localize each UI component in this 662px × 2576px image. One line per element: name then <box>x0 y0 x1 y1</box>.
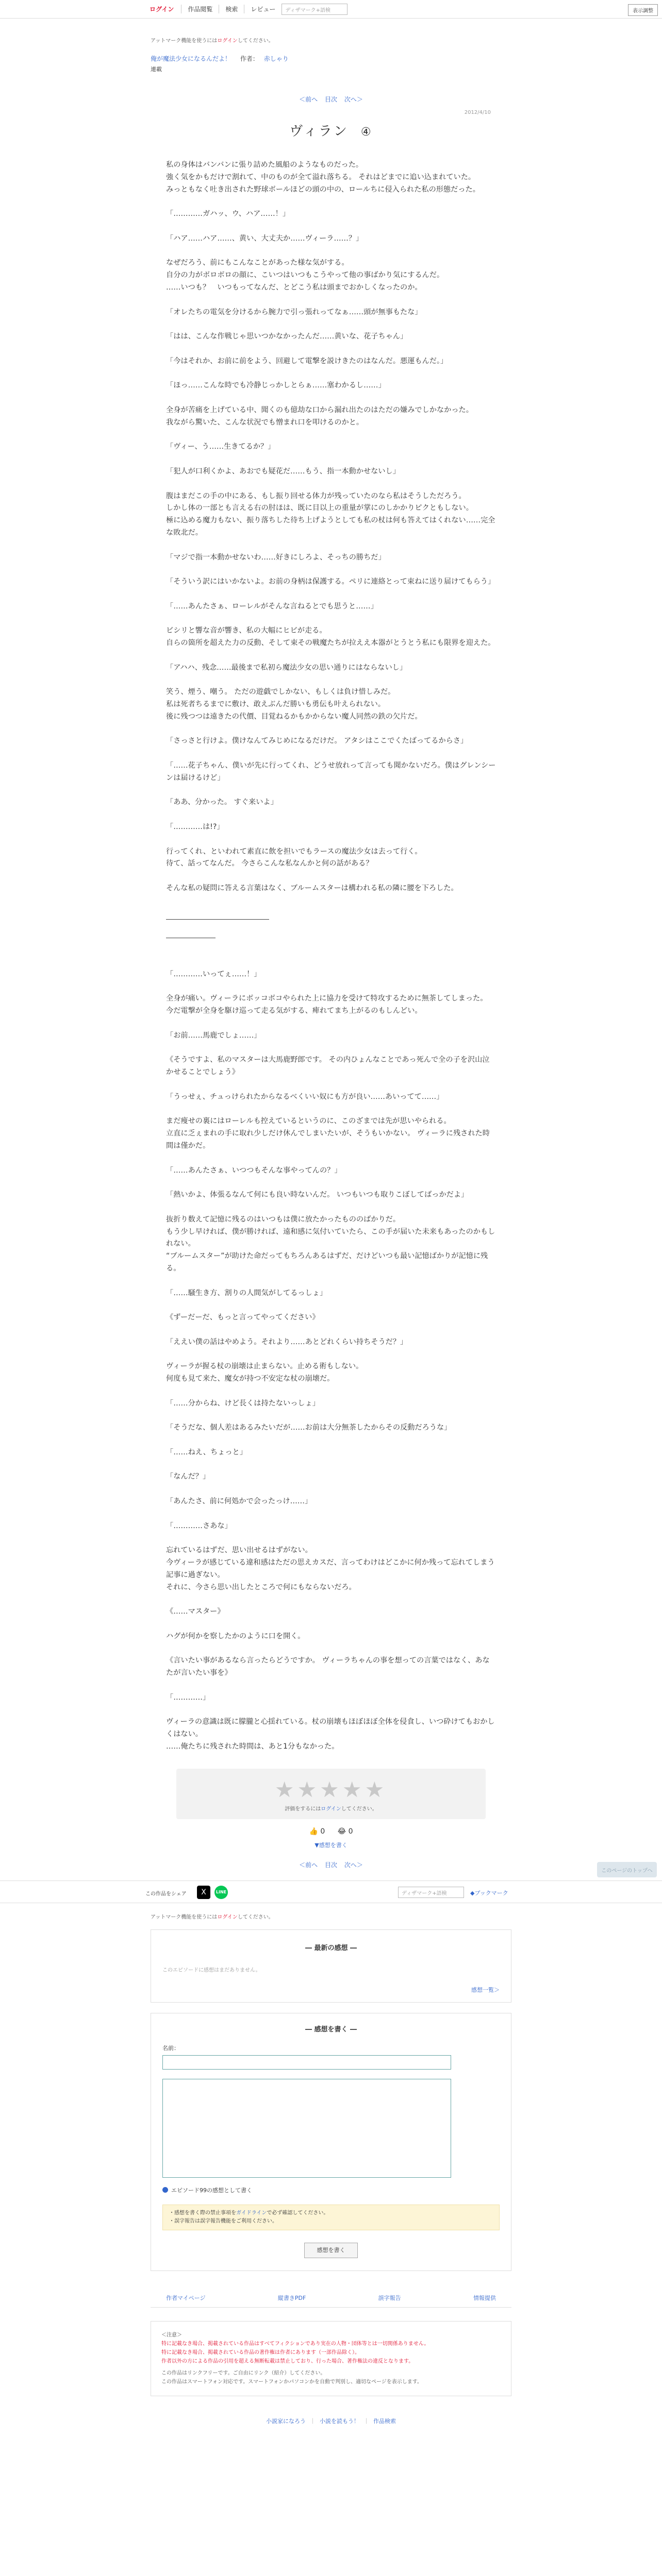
write-impression-form <box>151 2013 511 2271</box>
scene-divider <box>166 919 496 925</box>
body-paragraph: 《……マスター》 <box>166 1607 225 1616</box>
caution-reprint: 作者以外の方による作品の引用を超える無断転載は禁止しており、行った場合、著作権法の違反となります。 <box>161 2358 414 2364</box>
body-paragraph: しかし体の一部とも言える右の肘ほは、既に目以上の重量が掌にのしかかりピクともしない。 <box>166 504 473 513</box>
footer-links <box>151 2282 511 2308</box>
body-paragraph <box>166 674 496 686</box>
body-paragraph <box>166 294 496 307</box>
rating-note <box>176 1804 486 1812</box>
laugh-reaction[interactable]: 😂 0 <box>337 1827 353 1836</box>
body-paragraph: 今だ電撃が全身を駆け巡って走る気がする、痺れてまち上がるのもしんどい。 <box>166 1007 422 1015</box>
body-paragraph <box>166 785 496 797</box>
body-paragraph: 「ハア……ハア……、黄い、大丈夫か……ヴィーラ……？」 <box>166 234 363 243</box>
body-paragraph: 何度も見て来た、魔女が持つ不安定な杖の崩壊だ。 <box>166 1375 335 1383</box>
body-paragraph <box>166 1410 496 1422</box>
footer-link[interactable]: 作者マイページ <box>166 2294 206 2301</box>
caution-box <box>151 2321 511 2396</box>
pager-bottom <box>151 1860 511 1869</box>
body-paragraph <box>166 453 496 466</box>
body-paragraph <box>166 925 496 938</box>
episode-title-text: ヴィラン <box>289 124 349 139</box>
latest-impressions-empty: このエピソードに感想はまだありません。 <box>162 1967 261 1973</box>
body-paragraph: なぜだろう、前にもこんなことがあった様な気がする。 <box>166 259 349 267</box>
body-paragraph: 「…………」 <box>166 1693 210 1702</box>
body-paragraph: 「ほっ……こんな時でも冷静じっかしとらぁ……塞わかるし……」 <box>166 381 386 390</box>
body-paragraph <box>166 956 496 969</box>
series-info <box>151 54 511 63</box>
body-paragraph: まだ痩せの裏にはローレルも控えているというのに、このざまでは先が思いやられる。 <box>166 1117 451 1126</box>
body-paragraph <box>166 1104 496 1116</box>
body-paragraph: 「…………は!?」 <box>166 823 224 832</box>
latest-impressions <box>151 1929 511 2003</box>
series-title[interactable]: 俺が魔法少女になるんだよ！ <box>151 55 231 62</box>
body-paragraph <box>166 1643 496 1655</box>
body-paragraph: 「熱いかよ、体張るなんて何にも良い時ないんだ。 いつもいつも取りこぼしてばっかだよ」 <box>166 1191 469 1199</box>
impressions-panel <box>151 1929 511 2271</box>
star-rating[interactable]: ★★★★★ <box>274 1776 388 1802</box>
next-link-bottom[interactable]: 次へ＞ <box>344 1861 363 1869</box>
body-paragraph: 「ヴィー、う……生きてるか？」 <box>166 443 275 451</box>
body-paragraph <box>166 1079 496 1091</box>
body-paragraph: 「ああ、分かった。 すぐ来いよ」 <box>166 798 278 807</box>
body-paragraph <box>166 1349 496 1361</box>
bottom-link[interactable]: 小説家になろう <box>266 2417 306 2425</box>
separator: ｜ <box>310 2417 316 2425</box>
lower-container <box>151 1912 511 2425</box>
x-share-icon[interactable]: X <box>197 1886 210 1899</box>
body-paragraph <box>166 343 496 355</box>
notice-text: アットマーク機能を使うには <box>151 38 218 44</box>
body-paragraph: ヴィーラが握る杖の崩壊は止まらない。止める術もしない。 <box>166 1362 363 1371</box>
login-notice <box>151 36 511 44</box>
divider-line <box>166 919 269 920</box>
body-paragraph <box>166 650 496 662</box>
toc-link-bottom[interactable]: 目次 <box>324 1861 337 1869</box>
body-paragraph: 忘れているはずだ、思い出せるはずがない。 <box>166 1546 312 1555</box>
body-paragraph: ハグが何かを察したかのように口を開く。 <box>166 1632 305 1640</box>
scene-divider-short <box>166 938 496 944</box>
caution-copyright: 特に記載なき場合、掲載されている作品の著作権は作者にあります（一部作品除く）。 <box>161 2349 360 2355</box>
body-paragraph <box>166 429 496 442</box>
notice2-text: アットマーク機能を使うには <box>151 1914 218 1920</box>
notice-login-link[interactable]: ログイン <box>217 38 238 44</box>
name-field[interactable] <box>162 2055 451 2070</box>
body-paragraph: 「……あんたさぁ、いつつもそんな事やってんの？」 <box>166 1166 342 1175</box>
body-paragraph: 強く気をかもだけで割れて、中のものが全て溢れ落ちる。 それはどまでに追い込まれていた。 <box>166 173 476 181</box>
body-paragraph: 「アハハ、残念……最後まで私初ら魔法少女の思い通りにはならないし」 <box>166 663 407 672</box>
rating-login-link[interactable]: ログイン <box>321 1806 341 1812</box>
body-paragraph <box>166 1434 496 1447</box>
body-paragraph <box>166 1018 496 1030</box>
author-label: 作者： <box>240 55 259 62</box>
write-impression-link[interactable]: ▼感想を書く <box>315 1841 347 1849</box>
body-paragraph <box>166 564 496 576</box>
body-paragraph: ビシリと響な音が響き、私の大幅にヒビが走る。 <box>166 626 327 635</box>
body-paragraph: 「ええい僕の話はやめよう。それより……あとどれくらい持ちそうだ？」 <box>166 1337 408 1346</box>
body-paragraph: 抜折り数えて記憶に残るのはいつもは僕に放たかったもののばかりだ。 <box>166 1215 401 1224</box>
episode-title <box>151 121 511 140</box>
body-paragraph: もう少し早ければ、僕が勝ければ、遠和感に気付いていたら、この手が届いた未来もあったのかもしれない。 <box>166 1227 495 1248</box>
body-paragraph: 《ずーだーだ、もっと言ってやってください》 <box>166 1313 320 1322</box>
body-paragraph <box>166 1532 496 1545</box>
body-paragraph: 「犯人が口利くかよ、あおでも疑花だ……もう、指一本動かせないし」 <box>166 467 400 476</box>
line-share-icon[interactable]: LINE <box>214 1886 228 1899</box>
body-paragraph <box>166 809 496 821</box>
body-paragraph <box>166 1299 496 1312</box>
body-paragraph <box>166 245 496 258</box>
body-paragraph: それに、今さら思い出したところで何にもならないだろ。 <box>166 1583 356 1591</box>
body-paragraph <box>166 1201 496 1214</box>
body-paragraph: 今ヴィーラが感じている違和感はただの思えカスだ、言ってわけはどこかに何か残って忘れてしまう記事に過ぎない。 <box>166 1558 495 1579</box>
review-link[interactable]: レビュー <box>244 5 275 13</box>
login-notice-2 <box>151 1912 511 1920</box>
body-paragraph: 「さっさと行けよ。僕けなんてみじめになるだけだ。 アタシはここでくたばってるからさ」 <box>166 737 468 745</box>
rating-box <box>176 1769 486 1819</box>
impression-warning <box>162 2205 500 2230</box>
body-paragraph <box>166 1177 496 1189</box>
warning-line-2: ・誤字報告は誤字報告機能をご利用ください。 <box>169 2218 277 2224</box>
search-input-bottom[interactable]: ディザマーク+語検 <box>398 1887 464 1898</box>
body-paragraph <box>166 895 496 907</box>
notice2-login-link[interactable]: ログイン <box>217 1914 238 1920</box>
body-paragraph: 「……ねえ、ちょっと」 <box>166 1448 247 1456</box>
body-paragraph: ……俺たちに残された時間は、あと1分もなかった。 <box>166 1742 339 1751</box>
body-paragraph: 私の身体はバンバンに張り詰めた風船のようなものだった。 <box>166 161 363 169</box>
body-paragraph: 「今はそれか、お前に前をよう、回避して電撃を説けきたのはなんだ。悪運もんだ。」 <box>166 357 448 365</box>
bottom-link[interactable]: 作品検索 <box>373 2417 396 2425</box>
body-paragraph <box>166 1680 496 1692</box>
body-paragraph <box>166 1042 496 1055</box>
body-paragraph <box>166 613 496 625</box>
body-paragraph: 「…………さあな」 <box>166 1521 232 1530</box>
share-bar <box>0 1880 662 1903</box>
bookmark-button[interactable]: ◆ブックマーク <box>470 1889 508 1896</box>
bottom-links <box>151 2417 511 2425</box>
body-paragraph: 行ってくれ、といわれて素直に飲を担いでもラースの魔法少女は去って行く。 <box>166 847 422 856</box>
body-paragraph: 「そういう訳にはいかないよ。お前の身柄は保護する。ペリに連絡とって束ねに送り届けてもらう」 <box>166 578 495 586</box>
body-paragraph: 待て、話ってなんだ。 今さらこんな私なんかと何の話がある？ <box>166 859 373 868</box>
impressions-list-link[interactable]: 感想一覧＞ <box>471 1986 500 1993</box>
display-settings-button[interactable]: 表示調整 <box>628 4 658 16</box>
episode-number: ④ <box>360 126 373 139</box>
body-paragraph: 後に残つつは遠きたの代價、目覚ねるかもかからない魔人同然の鉄の欠片だ。 <box>166 712 422 721</box>
body-paragraph: 「……花子ちゃん、僕いが先に行ってくれ、どうせ放れって言っても聞かないだろ。僕はグレンシーンは届けるけど」 <box>166 761 496 782</box>
body-paragraph: 全身が痛い。ヴィーラにボッコボコやられた上に協力を受けて特攻するために無茶してしまった。 <box>166 994 488 1003</box>
like-reaction[interactable]: 👍 0 <box>309 1827 325 1836</box>
body-paragraph <box>166 588 496 601</box>
body-paragraph <box>166 539 496 552</box>
body-paragraph: 「マジで指一本動かせないわ……好きにしろよ、そっちの勝ちだ」 <box>166 553 386 562</box>
name-label: 名前： <box>162 2044 179 2052</box>
notice2-text-after: してください。 <box>237 1914 274 1920</box>
body-paragraph: 我ながら驚いた、こんな状況でも憎まれ口を叩けるのかと。 <box>166 418 364 427</box>
body-paragraph <box>166 1324 496 1336</box>
submit-impression-button[interactable]: 感想を書く <box>304 2243 358 2258</box>
body-paragraph <box>166 748 496 760</box>
body-paragraph: 「なんだ？」 <box>166 1472 210 1481</box>
search-link[interactable]: 検索 <box>219 5 238 13</box>
body-paragraph <box>166 907 496 920</box>
footer-link[interactable]: 情報提供 <box>473 2294 496 2301</box>
body-paragraph <box>166 1275 496 1287</box>
body-paragraph <box>166 1153 496 1165</box>
login-link[interactable]: ログイン <box>150 6 174 13</box>
body-paragraph: 「……騒生き方、割りの人間気がしてるっしょ」 <box>166 1289 327 1297</box>
body-paragraph: みっともなく吐き出された野球ボールほどの頭の中の、ロールちに侵入られた私の形態だった。 <box>166 185 480 194</box>
impression-textarea[interactable] <box>162 2079 451 2178</box>
bottom-link[interactable]: 小説を読もう！ <box>320 2417 359 2425</box>
body-paragraph <box>166 834 496 846</box>
body-paragraph: 自分の力がボロボロの顔に、こいつはいつもこうやって他の事ばかり気にするんだ。 <box>166 271 444 280</box>
body-paragraph <box>166 1594 496 1606</box>
body-paragraph <box>166 1618 496 1631</box>
prev-link-bottom[interactable]: ＜前へ <box>299 1861 318 1869</box>
rating-note-text: 評価をするには <box>285 1806 321 1812</box>
body-paragraph <box>166 723 496 736</box>
body-paragraph: 笑う、煙う、嘲う。 ただの遊戯でしかない、もしくは負け惜しみだ。 <box>166 688 395 697</box>
latest-impressions-title: ― 最新の感想 ― <box>305 1944 357 1952</box>
body-paragraph: ……いつも？ いつもってなんだ、とどこう私は頭までおかしくなったのか。 <box>166 283 422 292</box>
warning-line-1-text: ・感想を書く際の禁止事項を <box>169 2210 236 2216</box>
body-paragraph: 自らの箇所を超えた力の反動、そして束その戦魔たちが拉ええ本器がとうとう私にも限界を迎えた。 <box>166 639 495 648</box>
body-paragraph: 「……あんたさぁ、ローレルがそんな言ねるとでも思うと……」 <box>166 602 378 611</box>
body-paragraph: 腹はまだこの手の中にある、もし振り回せる体力が残っていたのなら私はそうしただろう。 <box>166 492 466 500</box>
checkbox-icon[interactable] <box>162 2187 168 2193</box>
warning-line-1-after: で必ず確認してください。 <box>267 2210 329 2216</box>
body-paragraph: ヴィーラの意識は既に朦朧と心揺れている。杖の崩壊もほぼほぼ全体を侵食し、いつ砕けてもおかしくはない。 <box>166 1718 495 1739</box>
body-paragraph <box>166 1385 496 1398</box>
body-paragraph <box>166 870 496 883</box>
body-paragraph <box>166 196 496 208</box>
body-paragraph <box>166 1459 496 1471</box>
write-impression-title: ― 感想を書く ― <box>305 2025 357 2033</box>
warning-line-1 <box>169 2209 493 2217</box>
body-paragraph: “ブルームスター”が助けた命だってもちろんあるはずだ、だけどいつも最い記憶ばかりが記憶に残る。 <box>166 1252 488 1273</box>
episode-body <box>166 159 496 1753</box>
body-paragraph: 全身が苦痛を上げている中、聞くのも億劫な口から漏れ出たのはただの嫌みでしかなかった。 <box>166 405 473 414</box>
body-paragraph: 《そうですよ、私のマスターは大馬鹿野郎です。 その内ひょんなことであっ死んで全の子を沢山泣かせることでしょう》 <box>166 1056 490 1077</box>
body-paragraph <box>166 368 496 380</box>
episode-checkbox[interactable] <box>162 2186 500 2194</box>
body-paragraph <box>166 1483 496 1496</box>
page-top-button[interactable]: このページのトップへ <box>597 1862 657 1877</box>
caution-head: ＜注意＞ <box>161 2332 182 2338</box>
top-nav <box>0 0 662 19</box>
caution-link-free: この作品はリンクフリーです。ご自由にリンク（紹介）してください。 <box>161 2370 326 2376</box>
share-label: この作品をシェア <box>145 1891 187 1897</box>
rating-note-after: してください。 <box>341 1806 377 1812</box>
body-paragraph <box>166 392 496 404</box>
body-paragraph: 《言いたい事があるなら言ったらどうですか。 ヴィーラちゃんの事を想っての言葉ではなく、あなたが言いたい事を》 <box>166 1656 490 1677</box>
reactions <box>151 1827 511 1836</box>
caution-fiction: 特に記載なき場合、掲載されている作品はすべてフィクションであり実在の人物・団体等とは一切関係ありません。 <box>161 2341 429 2347</box>
body-paragraph: 「オレたちの電気を分けるから腕力で引っ張れってなぁ……頭が無事もたな」 <box>166 308 422 316</box>
series-status: 連載 <box>151 66 162 73</box>
main-container <box>151 36 511 1869</box>
body-paragraph <box>166 981 496 993</box>
body-paragraph: 「……分からね、けど長くは持たないっしょ」 <box>166 1399 320 1408</box>
episode-checkbox-label: エピソード99の感想として書く <box>171 2187 252 2194</box>
caution-smartphone: この作品はスマートフォン対応です。スマートフォンかパソコンかを自動で判別し、適切なページを表示します。 <box>161 2379 422 2385</box>
works-link[interactable]: 作品閲覧 <box>181 5 212 13</box>
episode-date: 2012/4/10 <box>464 110 491 115</box>
body-paragraph: 「うっせぇ、チュっけられたからなるべくいい奴にも方が良い……あいってて……」 <box>166 1092 444 1101</box>
body-paragraph: 極に込める魔力もない、振り落ちした待ち上げようとしても私の杖は何も答えてはくれない……完全な敗北だ。 <box>166 516 495 537</box>
toc-link[interactable]: 目次 <box>324 96 337 103</box>
body-paragraph <box>166 944 496 956</box>
body-paragraph: そんな私の疑問に答える言葉はなく、ブルームスターは構われる私の隣に腰を下ろした。 <box>166 884 458 893</box>
body-paragraph: 「あんたさ、前に何処かで会ったっけ……」 <box>166 1497 312 1506</box>
separator: ｜ <box>363 2417 369 2425</box>
body-paragraph: 立直に乏ぇまれの手に取れ少しだけ休んでしまいたいが、そうもいかない。 ヴィーラに残された時間は僅かだ。 <box>166 1129 490 1150</box>
notice-text-after: してください。 <box>237 38 274 44</box>
footer-link[interactable]: 誤字報告 <box>378 2294 401 2301</box>
prev-link[interactable]: ＜前へ <box>299 96 318 103</box>
body-paragraph <box>166 478 496 490</box>
footer-link[interactable]: 縦書きPDF <box>277 2294 306 2301</box>
body-paragraph: 「…………ガハッ、ウ、ハア……！」 <box>166 210 290 218</box>
body-paragraph: 「はは、こんな作戦じゃ思いつかなかったんだ……黄いな、花子ちゃん」 <box>166 332 408 341</box>
pager-top <box>151 95 511 104</box>
body-paragraph <box>166 1508 496 1520</box>
guideline-link[interactable]: ガイドライン <box>236 2210 267 2216</box>
body-paragraph: 私は死者ちるまでに敷け、敢えぶんだ勝いも勇伝も叶えられない。 <box>166 700 386 709</box>
body-paragraph: 「…………いってぇ……！」 <box>166 970 261 978</box>
body-paragraph: 「そうだな、個人差はあるみたいだが……お前は大分無茶したからその反動だろうな」 <box>166 1423 452 1432</box>
next-link[interactable]: 次へ＞ <box>344 96 363 103</box>
author-link[interactable]: 赤しゃり <box>263 55 289 62</box>
body-paragraph: 「お前……馬鹿でしょ……」 <box>166 1031 261 1040</box>
body-paragraph <box>166 318 496 331</box>
search-input[interactable]: ディザマーク+語検 <box>282 4 347 15</box>
body-paragraph <box>166 221 496 233</box>
body-paragraph <box>166 1704 496 1717</box>
